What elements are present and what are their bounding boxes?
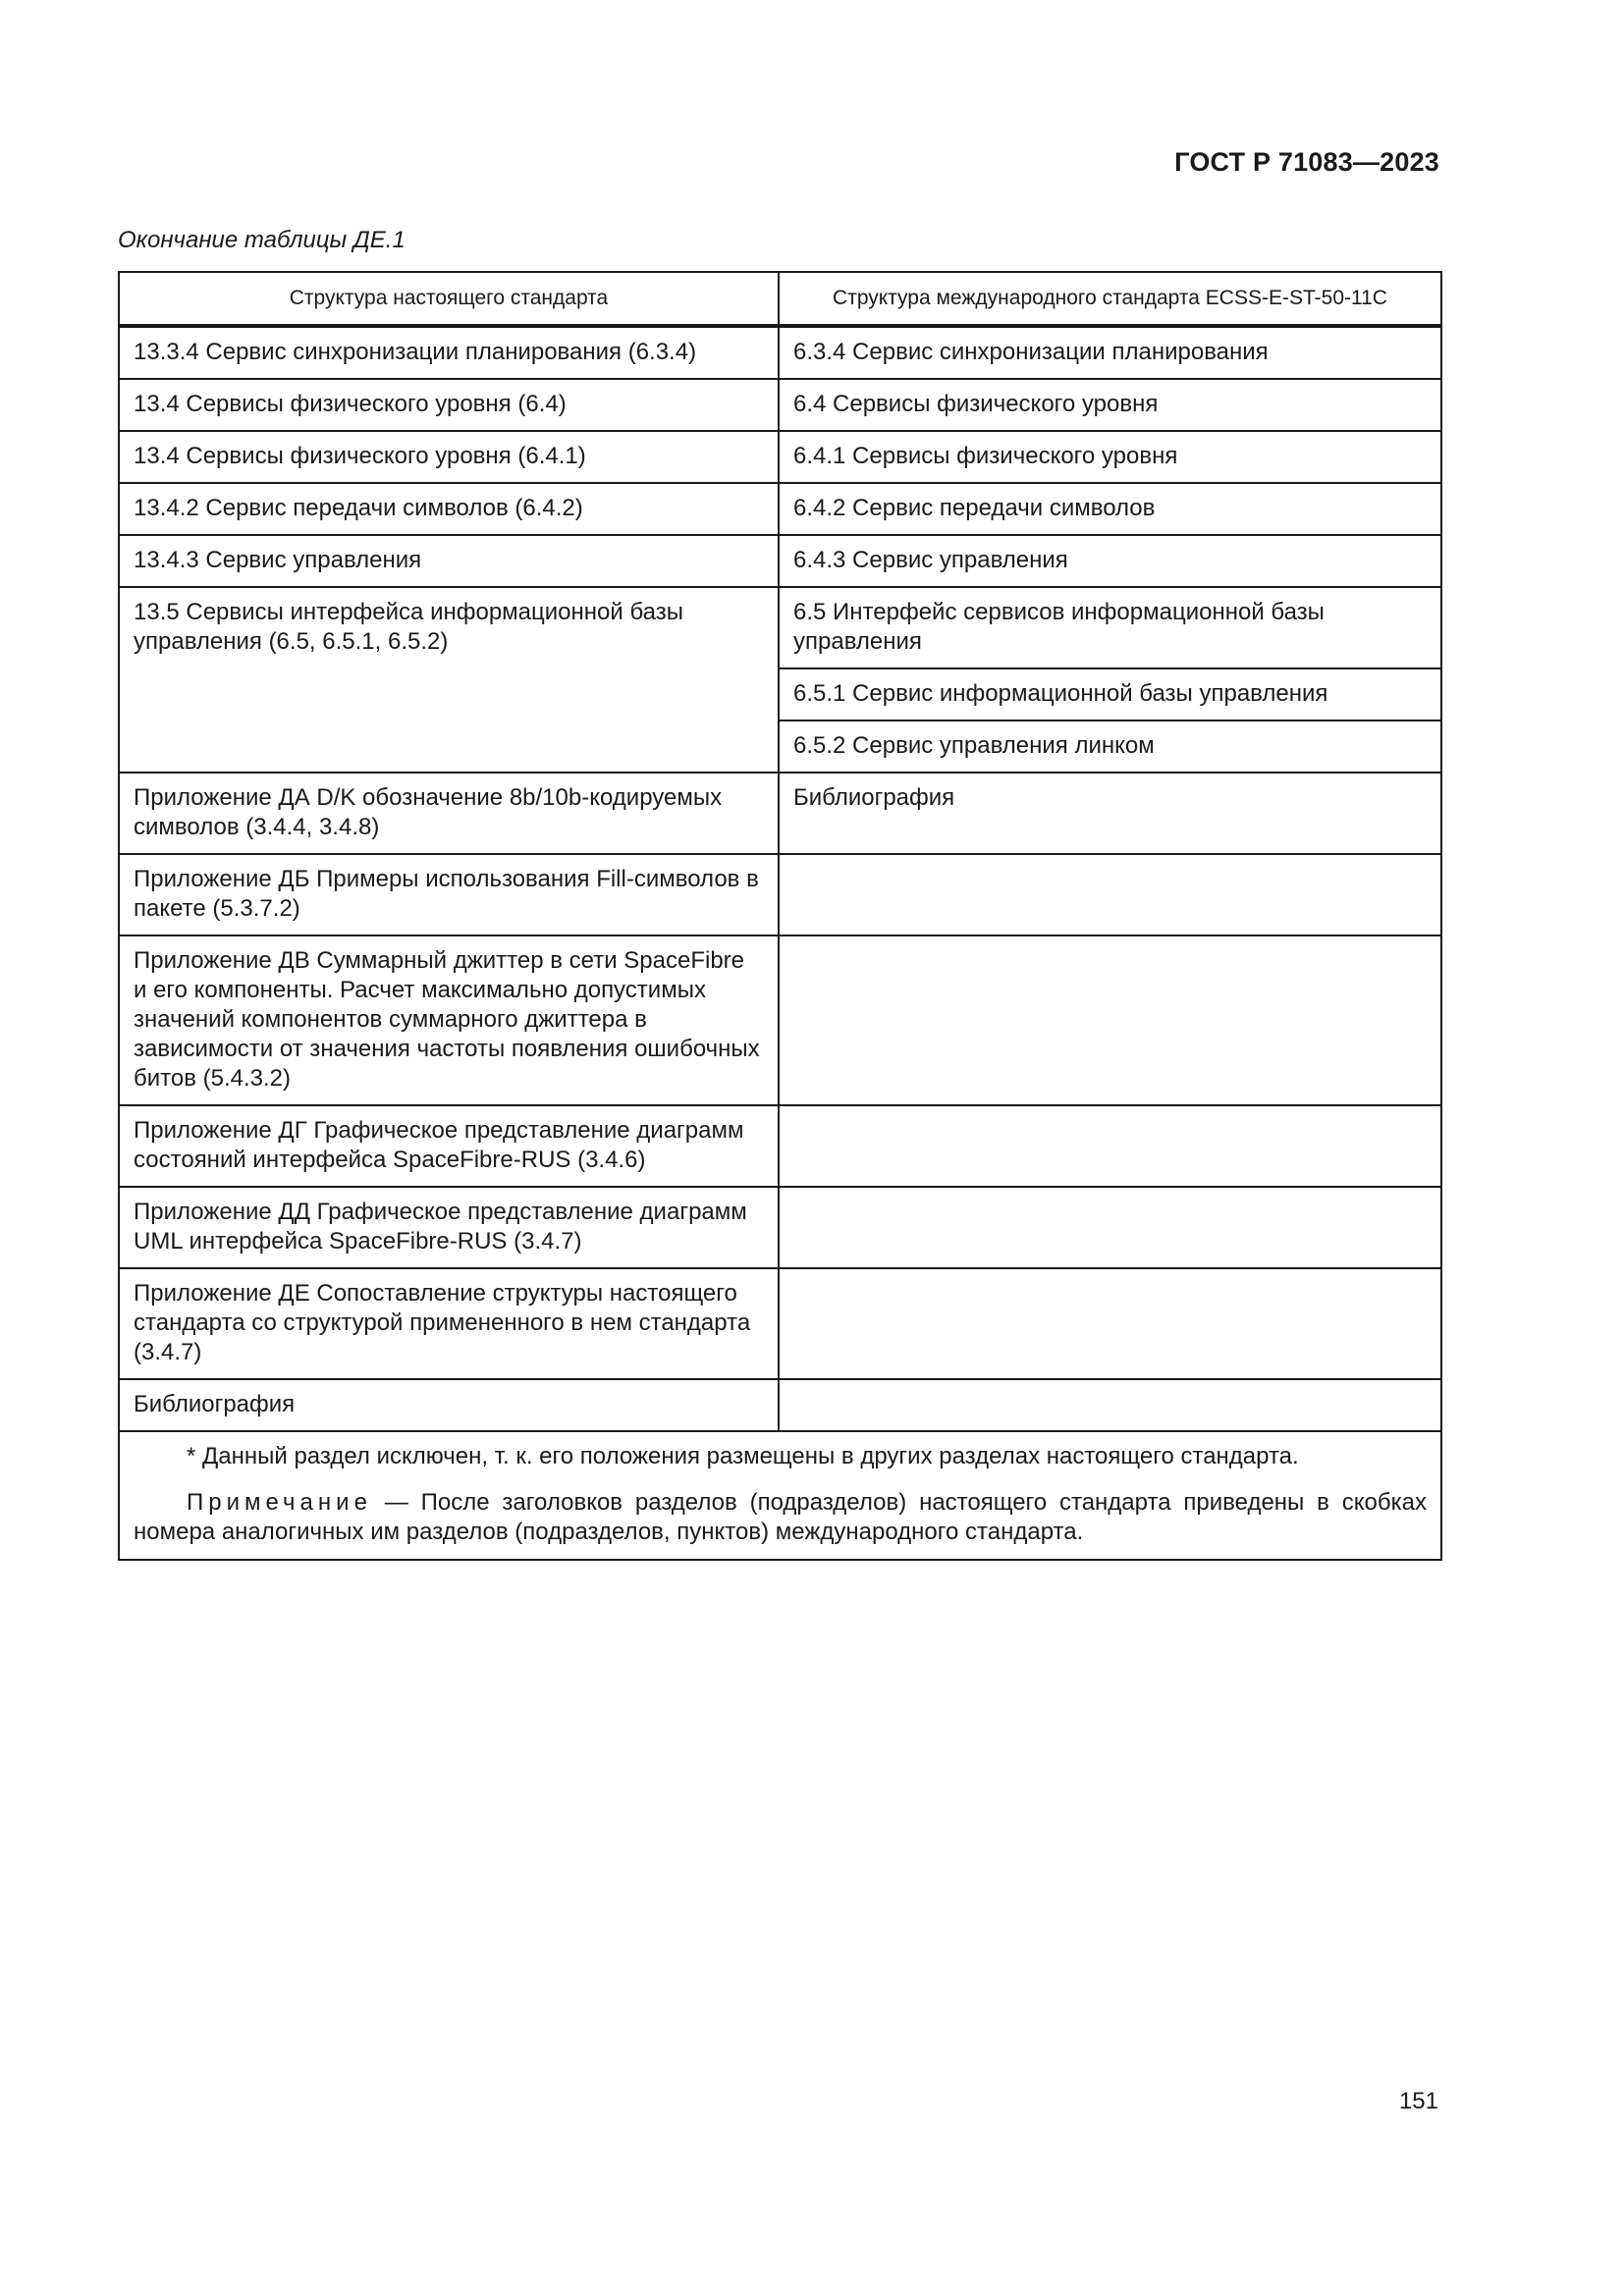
- cell-international: 6.4 Сервисы физического уровня: [779, 379, 1441, 431]
- cell-national: Приложение ДГ Графическое представление диаграмм состояний интерфейса SpaceFibre-RUS (3.4.6): [119, 1105, 779, 1187]
- cell-national: 13.4.3 Сервис управления: [119, 535, 779, 587]
- structure-comparison-table: [118, 271, 1442, 1561]
- table-row: [119, 483, 1441, 535]
- cell-international: [779, 935, 1441, 1105]
- table-row: [119, 1379, 1441, 1431]
- column-header-national: Структура настоящего стандарта: [119, 272, 779, 326]
- cell-international: 6.5.2 Сервис управления линком: [779, 721, 1441, 773]
- cell-national: Библиография: [119, 1379, 779, 1431]
- table-footnote-row: [119, 1431, 1441, 1560]
- cell-international: 6.3.4 Сервис синхронизации планирования: [779, 326, 1441, 379]
- cell-national: 13.5 Сервисы интерфейса информационной базы управления (6.5, 6.5.1, 6.5.2): [119, 587, 779, 773]
- cell-international: Библиография: [779, 773, 1441, 854]
- cell-international: 6.4.3 Сервис управления: [779, 535, 1441, 587]
- page-number: 151: [1398, 2088, 1438, 2114]
- table-row: [119, 1268, 1441, 1379]
- cell-international: [779, 1187, 1441, 1268]
- table-footnote: [119, 1431, 1441, 1560]
- cell-national: 13.4 Сервисы физического уровня (6.4): [119, 379, 779, 431]
- cell-national: 13.4.2 Сервис передачи символов (6.4.2): [119, 483, 779, 535]
- cell-international: [779, 854, 1441, 935]
- column-header-international: Структура международного стандарта ECSS-E-ST-50-11C: [779, 272, 1441, 326]
- cell-national: Приложение ДВ Суммарный джиттер в сети SpaceFibre и его компоненты. Расчет максимально допустимых значений компонентов суммарного джиттера в зависимости от значения частоты появления ошибочных битов (5.4.3.2): [119, 935, 779, 1105]
- table-row: [119, 1187, 1441, 1268]
- cell-international: 6.5.1 Сервис информационной базы управления: [779, 668, 1441, 721]
- note-text: — После заголовков разделов (подразделов) настоящего стандарта приведены в скобках номера аналогичных им разделов (подразделов, пунктов) международного стандарта.: [134, 1489, 1427, 1545]
- cell-national: Приложение ДА D/K обозначение 8b/10b-кодируемых символов (3.4.4, 3.4.8): [119, 773, 779, 854]
- table-caption: Окончание таблицы ДЕ.1: [118, 227, 406, 253]
- cell-international: [779, 1268, 1441, 1379]
- cell-national: Приложение ДЕ Сопоставление структуры настоящего стандарта со структурой примененного в нем стандарта (3.4.7): [119, 1268, 779, 1379]
- cell-national: Приложение ДБ Примеры использования Fill-символов в пакете (5.3.7.2): [119, 854, 779, 935]
- table-row: [119, 587, 1441, 668]
- table-row: [119, 935, 1441, 1105]
- cell-international: [779, 1105, 1441, 1187]
- table-row: [119, 854, 1441, 935]
- footnote-text: * Данный раздел исключен, т. к. его положения размещены в других разделах настоящего стандарта.: [187, 1443, 1299, 1469]
- cell-national: Приложение ДД Графическое представление диаграмм UML интерфейса SpaceFibre-RUS (3.4.7): [119, 1187, 779, 1268]
- cell-international: [779, 1379, 1441, 1431]
- table-row: [119, 326, 1441, 379]
- table-row: [119, 1105, 1441, 1187]
- table-row: [119, 379, 1441, 431]
- note-label: Примечание: [187, 1489, 372, 1516]
- cell-international: 6.4.1 Сервисы физического уровня: [779, 431, 1441, 483]
- cell-international: 6.4.2 Сервис передачи символов: [779, 483, 1441, 535]
- table-row: [119, 431, 1441, 483]
- note-paragraph: [134, 1488, 1427, 1547]
- table-row: [119, 535, 1441, 587]
- cell-international: 6.5 Интерфейс сервисов информационной базы управления: [779, 587, 1441, 668]
- table-header-row: [119, 272, 1441, 326]
- cell-national: 13.3.4 Сервис синхронизации планирования (6.3.4): [119, 326, 779, 379]
- document-code: ГОСТ Р 71083—2023: [1174, 147, 1439, 177]
- table-row: [119, 773, 1441, 854]
- cell-national: 13.4 Сервисы физического уровня (6.4.1): [119, 431, 779, 483]
